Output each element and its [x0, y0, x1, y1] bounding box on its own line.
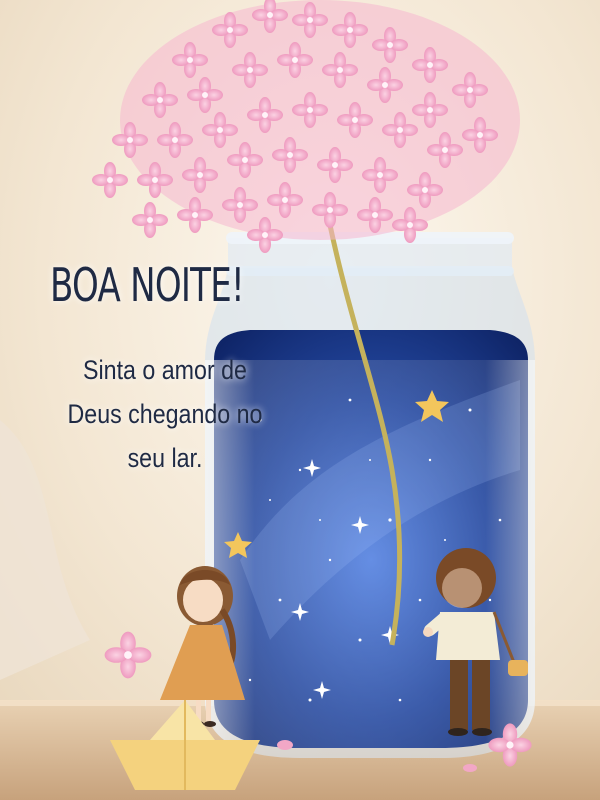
message-line: seu lar.	[127, 443, 203, 473]
message-line: Deus chegando no	[67, 399, 263, 429]
message-line: Sinta o amor de	[83, 355, 247, 385]
greeting-title: BOA NOITE!	[50, 258, 244, 312]
greeting-message	[30, 348, 300, 480]
